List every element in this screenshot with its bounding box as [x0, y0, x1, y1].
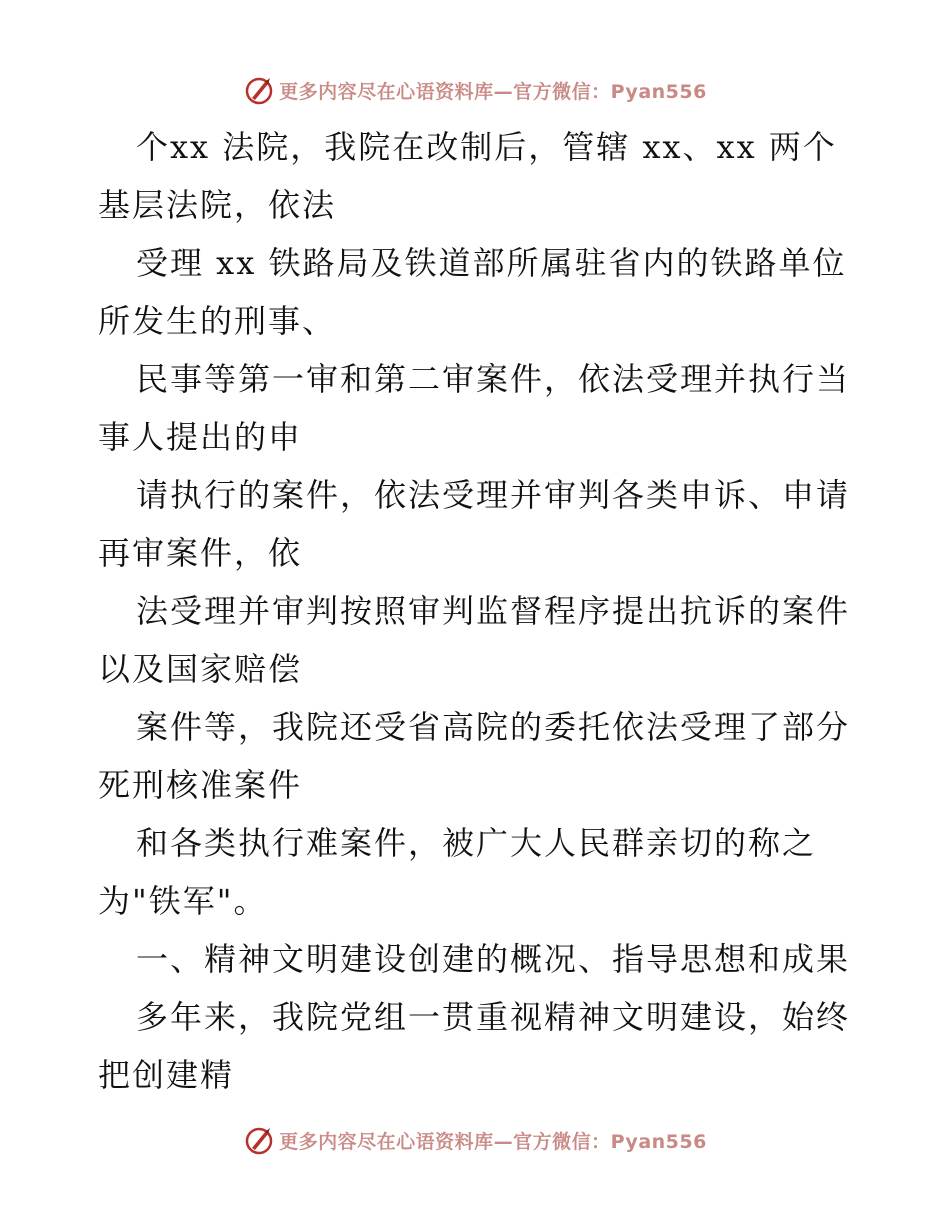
paragraph: 民事等第一审和第二审案件，依法受理并执行当事人提出的申	[98, 360, 851, 456]
paragraph: 个xx 法院，我院在改制后，管辖 xx、xx 两个基层法院，依法	[98, 128, 837, 224]
paragraph: 案件等，我院还受省高院的委托依法受理了部分死刑核准案件	[98, 708, 851, 804]
paragraph: 受理 xx 铁路局及铁道部所属驻省内的铁路单位所发生的刑事、	[98, 244, 847, 340]
paragraph: 多年来，我院党组一贯重视精神文明建设，始终把创建精	[98, 998, 851, 1094]
header-banner	[0, 70, 950, 110]
document-body	[98, 118, 858, 1104]
section-heading: 一、精神文明建设创建的概况、指导思想和成果	[136, 940, 851, 978]
quill-pen-logo-icon	[243, 1124, 275, 1156]
paragraph: 法受理并审判按照审判监督程序提出抗诉的案件以及国家赔偿	[98, 592, 851, 688]
paragraph: 请执行的案件，依法受理并审判各类申诉、申请再审案件，依	[98, 476, 851, 572]
footer-banner-text: 更多内容尽在心语资料库—官方微信：Pyan556	[279, 1130, 707, 1153]
header-banner-text: 更多内容尽在心语资料库—官方微信：Pyan556	[279, 80, 707, 103]
paragraph: 和各类执行难案件，被广大人民群亲切的称之为"铁军"。	[98, 824, 817, 920]
footer-banner	[0, 1120, 950, 1160]
quill-pen-logo-icon	[243, 74, 275, 106]
